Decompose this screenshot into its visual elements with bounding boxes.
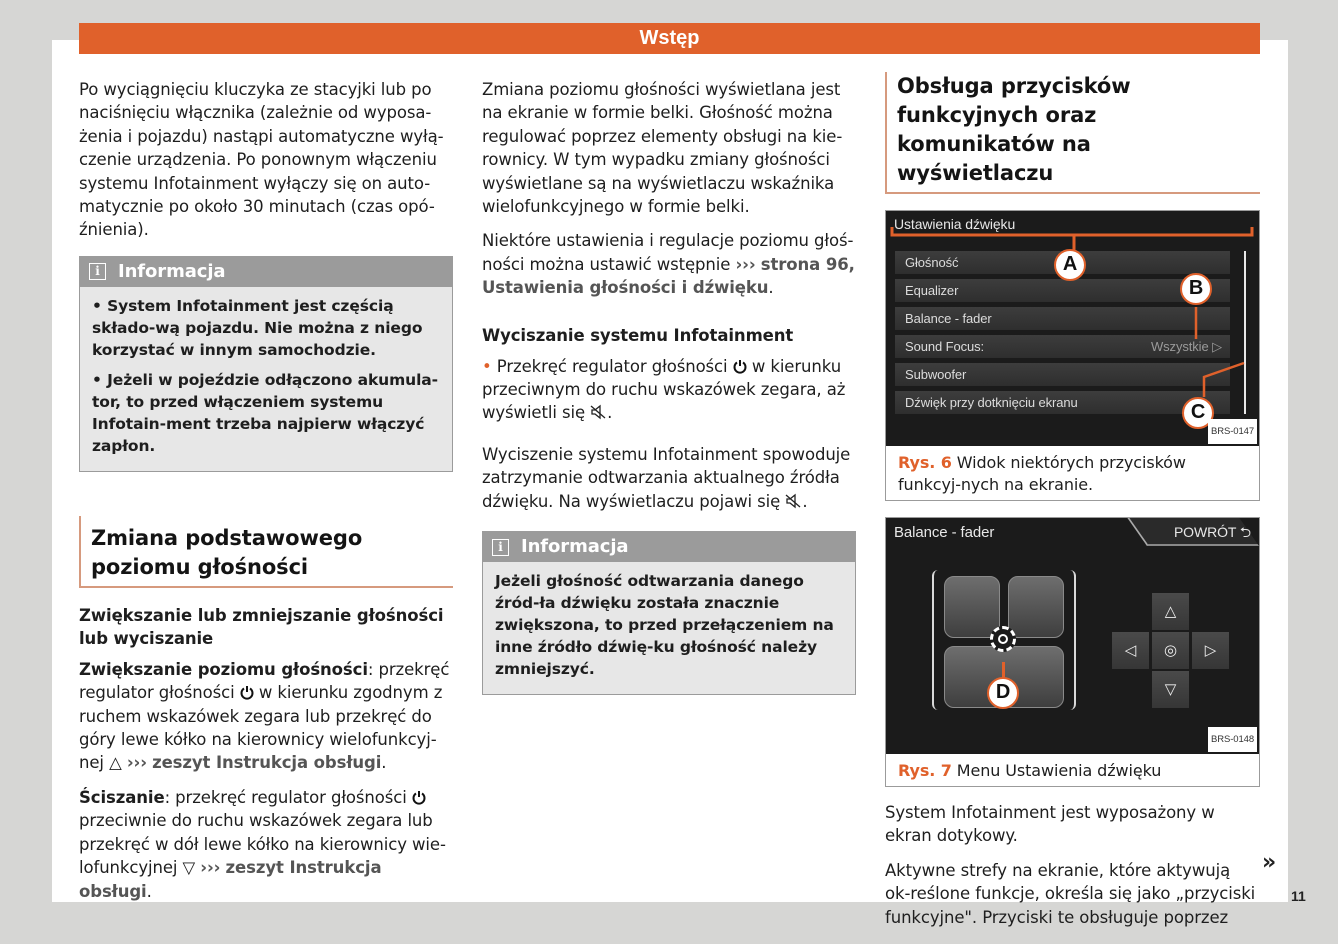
column-3 [885,74,1260,940]
back-arrow-icon: ⮌ [1239,524,1251,540]
preset-paragraph: Niektóre ustawienia i regulacje poziomu głoś-ności można ustawić wstępnie ››› strona 96, Ustawienia głośności i dźwięku. [482,231,855,298]
manual-link[interactable]: zeszyt Instrukcja obsługi [79,858,382,901]
info-box [482,531,856,695]
sound-settings-screen [886,211,1259,446]
figure-code: BRS-0148 [1208,727,1257,752]
page-link[interactable]: strona 96, Ustawienia głośności i dźwięku [482,254,855,298]
figure-6 [885,210,1260,501]
volume-bar-paragraph: Zmiana poziomu głośności wyświetlana jest na ekranie w formie belki. Głośność można regulować poprzez elementy obsługi na kie-rownicy. W tym wypadku zmiany głośności wyświetlane są na wyświetlaczu wskaźnika wielofunkcyjnego w formie belki. [482,80,843,217]
figure-caption: Rys. 7 Menu Ustawienia dźwięku [898,761,1162,780]
decrease-paragraph: Ściszanie: przekręć regulator głośności przeciwnie do ruchu wskazówek zegara lub przekręć w dół lewe kółko na kierownicy wie-lofunkcyjnej ▽ ››› zeszyt Instrukcja obsługi. [79,787,446,901]
info-box-title: Informacja [118,260,226,282]
seat-front-right [1008,576,1064,638]
info-item: • System Infotainment jest częścią składo-wą pojazdu. Nie można z niego korzystać w innym samochodzie. [92,296,423,359]
info-icon: i [89,263,106,280]
menu-item-equalizer[interactable]: Equalizer [895,279,1230,302]
power-knob-icon [733,359,747,374]
pad-center-button[interactable]: ◎ [1152,632,1189,669]
menu-item-subwoofer[interactable]: Subwoofer [895,363,1230,386]
back-button-label[interactable]: POWRÓT ⮌ [1173,524,1251,540]
increase-label: Zwiększanie poziomu głośności [79,659,368,679]
info-box-body [80,287,452,471]
mute-bullet: • Przekręć regulator głośności w kierunku przeciwnym do ruchu wskazówek zegara, aż wyświetli się . [482,356,846,423]
power-knob-icon [412,790,426,805]
menu-item-touch-sound[interactable]: Dźwięk przy dotknięciu ekranu [895,391,1230,414]
menu-item-volume[interactable]: Głośność [895,251,1230,274]
balance-fader-screen [886,518,1259,754]
figure-label: Rys. 6 [898,453,952,472]
power-knob-icon [240,685,254,700]
continue-marker: » [1262,850,1277,875]
function-buttons-paragraph: Aktywne strefy na ekranie, które aktywują ok-reślone funkcje, określa się jako „przyciski funkcyjne". Przyciski te obsługuje poprzez [885,860,1256,927]
pad-right-button[interactable]: ▷ [1192,632,1229,669]
subheading: Zwiększanie lub zmniejszanie głośności lub wyciszanie [79,605,444,648]
decrease-label: Ściszanie [79,787,165,807]
subheading: Wyciszanie systemu Infotainment [482,325,794,345]
callout-c: C [1182,397,1214,429]
screen-title: Ustawienia dźwięku [894,216,1016,232]
increase-paragraph: Zwiększanie poziomu głośności: przekręć regulator głośności w kierunku zgodnym z ruchem wskazówek zegara lub przekręć do góry lewe kółko na kierownicy wielofunkcyj-nej △ ››› zeszyt Instrukcja obsługi. [79,659,450,773]
section-title: Zmiana podstawowego poziomu głośności [79,516,453,588]
menu-item-balance-fader[interactable]: Balance - fader [895,307,1230,330]
info-box [79,256,453,472]
info-icon: i [492,539,509,556]
info-item: • Jeżeli w pojeździe odłączono akumula-tor, to przed włączeniem systemu Infotain-ment trzeba najpierw włączyć zapłon. [92,370,438,455]
ref-arrows: ››› [735,254,756,274]
seat-front-left [944,576,1000,638]
column-2 [482,78,856,706]
pad-up-button[interactable]: △ [1152,593,1189,630]
up-symbol: △ [109,753,122,773]
menu-item-sound-focus[interactable]: Sound Focus: Wszystkie ▷ [895,335,1230,358]
figure-7 [885,517,1260,787]
info-item: Jeżeli głośność odtwarzania danego źród-ła dźwięku została znacznie zwiększona, to przed przełączeniem na inne źródło dźwię-ku głośność należy zmniejszyć. [495,572,834,679]
intro-paragraph: Po wyciągnięciu kluczyka ze stacyjki lub po naciśnięciu włącznika (zależnie od wyposa-żenia i pojazdu) nastąpi automatyczne wyłą-czenie urządzenia. Po ponownym włączeniu systemu Infotainment wyłączy się on auto-matycznie po około 30 minutach (czas opó-źnienia). [79,80,444,240]
manual-link[interactable]: zeszyt Instrukcja obsługi [152,753,382,773]
info-box-title: Informacja [521,536,629,558]
ref-arrows: ››› [126,753,147,773]
balance-target-icon[interactable] [990,626,1016,652]
pad-down-button[interactable]: ▽ [1152,671,1189,708]
mute-speaker-icon [590,404,607,420]
page-number: 11 [1291,888,1306,904]
mute-effect-paragraph: Wyciszenie systemu Infotainment spowoduje zatrzymanie odtwarzania aktualnego źródła dźwięku. Na wyświetlaczu pojawi się . [482,444,851,511]
figure-label: Rys. 7 [898,761,952,780]
ref-arrows: ››› [200,858,221,878]
bullet-dot: • [482,356,492,376]
callout-b: B [1180,273,1212,305]
section-title: Obsługa przycisków funkcyjnych oraz komunikatów na wyświetlaczu [885,72,1260,194]
info-box-header [80,257,452,287]
screen-title: Balance - fader [894,524,995,541]
callout-a: A [1054,249,1086,281]
column-1 [79,78,453,914]
callout-d: D [987,677,1019,709]
down-symbol: ▽ [182,858,196,878]
pad-left-button[interactable]: ◁ [1112,632,1149,669]
figure-caption: Rys. 6 Widok niektórych przycisków funkcyj-nych na ekranie. [898,453,1186,494]
info-box-body [483,562,855,694]
info-box-header [483,532,855,562]
sound-focus-value: Wszystkie ▷ [1150,339,1222,354]
figure-code: BRS-0147 [1208,419,1257,444]
chapter-banner: Wstęp [79,23,1260,54]
mute-speaker-icon [785,493,802,509]
touchscreen-paragraph: System Infotainment jest wyposażony w ekran dotykowy. [885,803,1215,846]
